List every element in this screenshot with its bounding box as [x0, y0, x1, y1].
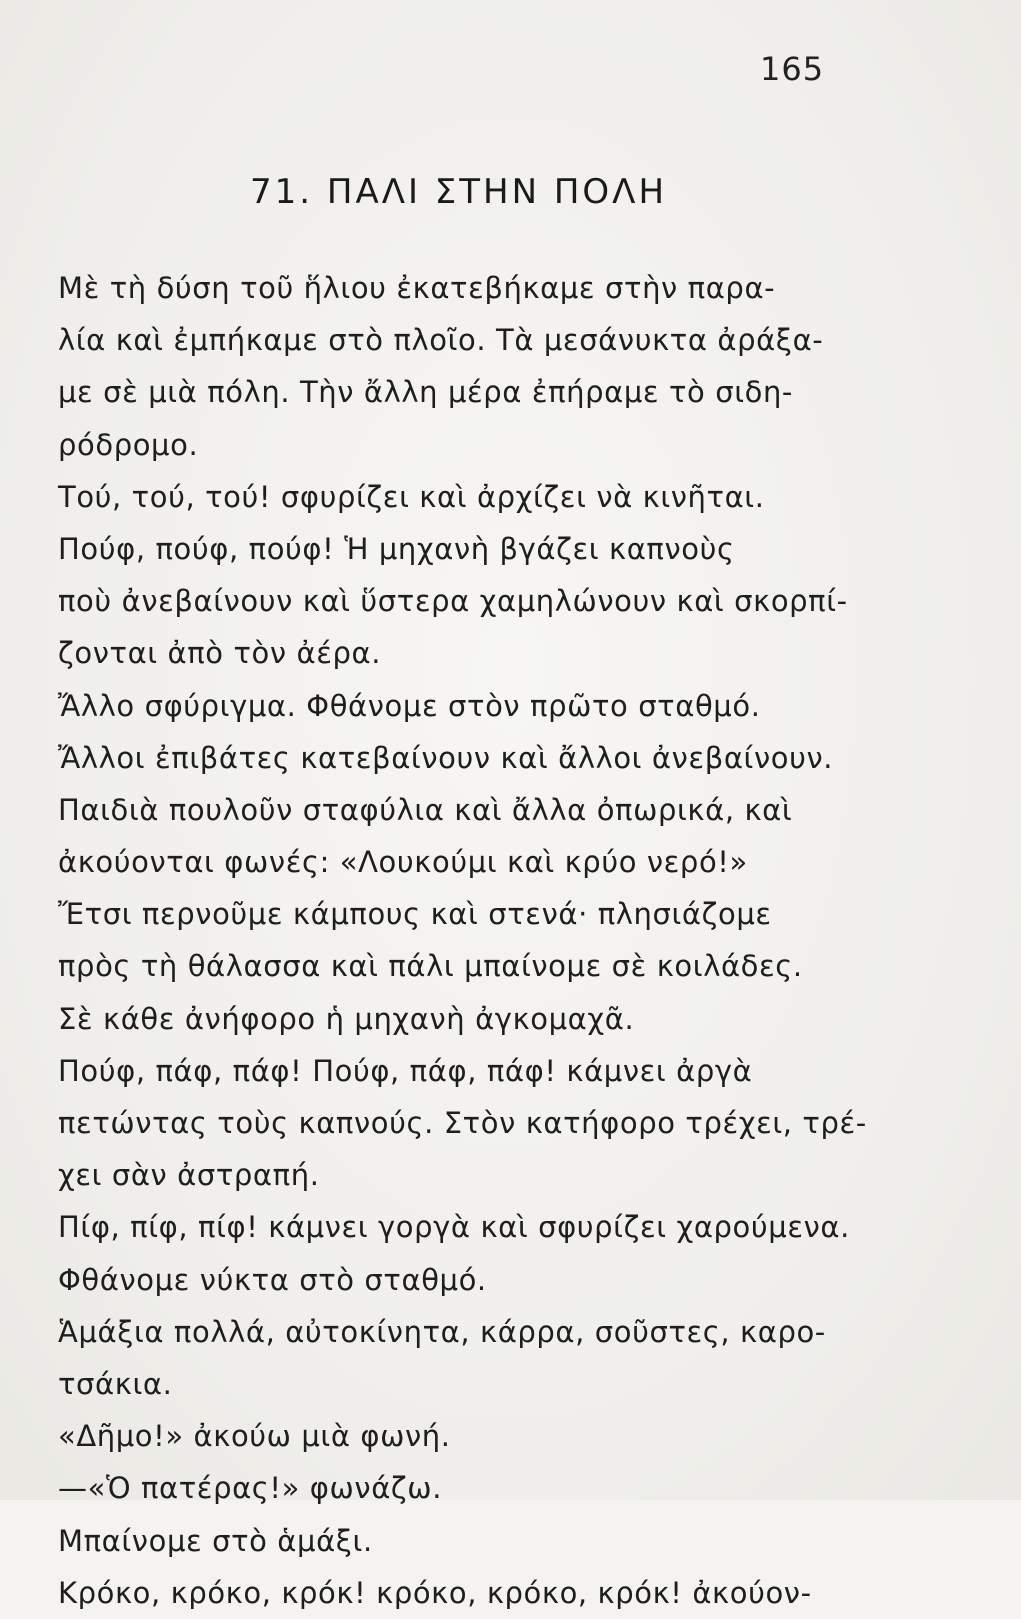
chapter-body	[58, 262, 867, 1619]
text-line: Πίφ, πίφ, πίφ! κάμνει γοργὰ καὶ σφυρίζει χαρούμενα.	[58, 1210, 850, 1245]
text-line: Σὲ κάθε ἀνήφορο ἡ μηχανὴ ἀγκομαχᾶ.	[58, 1001, 635, 1036]
text-line: Κρόκο, κρόκο, κρόκ! κρόκο, κρόκο, κρόκ! ἀκούον-	[58, 1575, 812, 1610]
text-line: Ἄλλο σφύριγμα. Φθάνομε στὸν πρῶτο σταθμό.	[58, 688, 761, 723]
text-line: Μπαίνομε στὸ ἁμάξι.	[58, 1523, 373, 1558]
page-number: 165	[760, 50, 825, 88]
chapter-title: 71. ΠΑΛΙ ΣΤΗΝ ΠΟΛΗ	[250, 172, 668, 212]
text-line: με σὲ μιὰ πόλη. Τὴν ἄλλη μέρα ἐπήραμε τὸ σιδη-	[58, 375, 793, 410]
text-line: πετώντας τοὺς καπνούς. Στὸν κατήφορο τρέχει, τρέ-	[58, 1106, 867, 1140]
text-line: Ἄλλοι ἐπιβάτες κατεβαίνουν καὶ ἄλλοι ἀνεβαίνουν.	[58, 740, 834, 775]
text-line: Ἔτσι περνοῦμε κάμπους καὶ στενά· πλησιάζομε	[58, 897, 772, 932]
text-line: Φθάνομε νύκτα στὸ σταθμό.	[58, 1262, 487, 1297]
text-line: «Δῆμο!» ἀκούω μιὰ φωνή.	[58, 1419, 451, 1454]
text-line: ρόδρομο.	[58, 427, 199, 462]
text-line: τσάκια.	[58, 1366, 173, 1401]
text-line: Πούφ, πάφ, πάφ! Πούφ, πάφ, πάφ! κάμνει ἀργὰ	[58, 1053, 753, 1088]
text-line: —«Ὁ πατέρας!» φωνάζω.	[58, 1471, 443, 1506]
text-line: Ἁμάξια πολλά, αὐτοκίνητα, κάρρα, σοῦστες, καρο-	[58, 1314, 826, 1349]
text-line: χει σὰν ἀστραπή.	[58, 1158, 320, 1193]
text-line: Παιδιὰ πουλοῦν σταφύλια καὶ ἄλλα ὀπωρικά, καὶ	[58, 792, 793, 827]
text-line: Μὲ τὴ δύση τοῦ ἥλιου ἐκατεβήκαμε στὴν παρα-	[58, 271, 776, 305]
text-line: ἀκούονται φωνές: «Λουκούμι καὶ κρύο νερό!»	[58, 845, 748, 880]
text-line: Πούφ, πούφ, πούφ! Ἡ μηχανὴ βγάζει καπνοὺς	[58, 531, 735, 566]
text-line: πρὸς τὴ θάλασσα καὶ πάλι μπαίνομε σὲ κοιλάδες.	[58, 949, 803, 984]
text-line: λία καὶ ἐμπήκαμε στὸ πλοῖο. Τὰ μεσάνυκτα ἀράξα-	[58, 323, 824, 358]
text-line: ζονται ἀπὸ τὸν ἀέρα.	[58, 636, 382, 671]
text-line: ποὺ ἀνεβαίνουν καὶ ὕστερα χαμηλώνουν καὶ σκορπί-	[58, 584, 848, 619]
text-line: Τού, τού, τού! σφυρίζει καὶ ἀρχίζει νὰ κινῆται.	[58, 479, 765, 514]
